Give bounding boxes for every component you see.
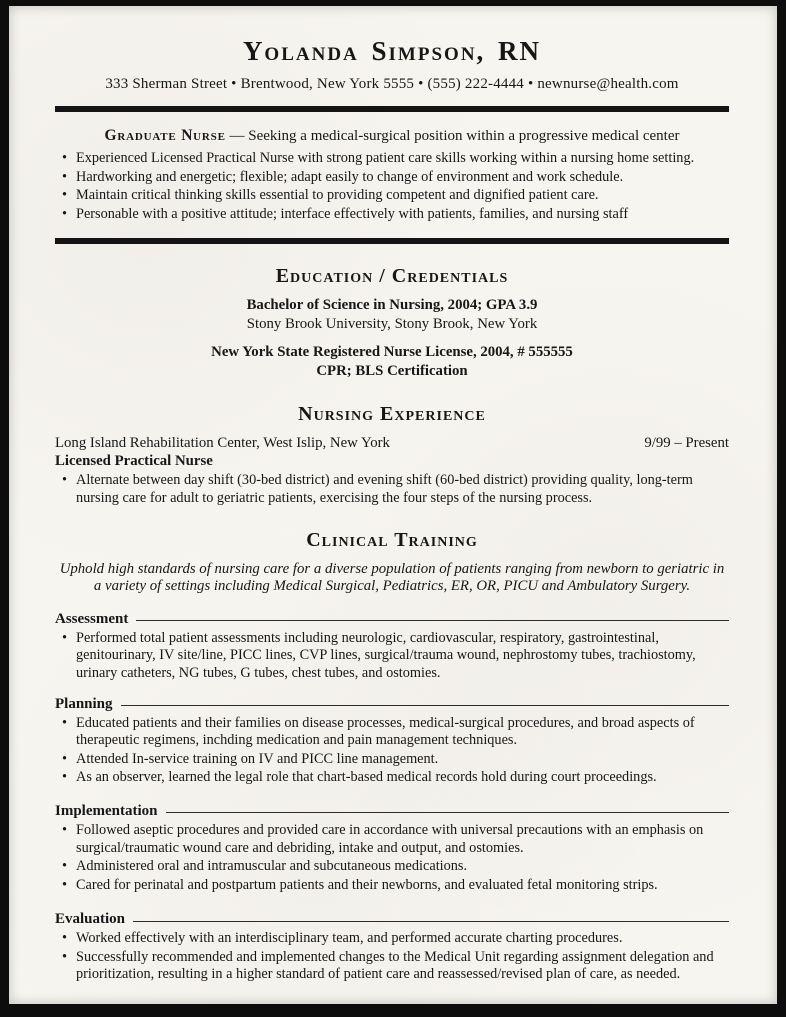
subsection-header <box>55 611 729 628</box>
list-item: • Personable with a positive attitude; interface effectively with patients, families, and nursing staff <box>55 206 729 224</box>
subsection-header <box>55 803 729 820</box>
education-school: Stony Brook University, Stony Brook, New York <box>246 316 538 333</box>
subsection-title: Evaluation <box>55 911 126 928</box>
divider-bar-top <box>55 106 729 112</box>
section-heading-training: Clinical Training <box>306 528 478 551</box>
planning-bullet-list <box>55 715 729 787</box>
objective-section <box>55 127 729 223</box>
list-item: • As an observer, learned the legal role that chart-based medical records hold during court proceedings. <box>55 769 729 787</box>
subsection-header <box>55 696 729 713</box>
education-degree: Bachelor of Science in Nursing, 2004; GPA 3.9 <box>246 297 538 314</box>
experience-dates: 9/99 – Present <box>644 435 729 452</box>
resume-header <box>55 36 729 93</box>
list-item: • Worked effectively with an interdisciplinary team, and performed accurate charting procedures. <box>55 930 729 948</box>
list-item: • Hardworking and energetic; flexible; adapt easily to change of environment and work schedule. <box>55 169 729 187</box>
clinical-training-section <box>55 529 729 985</box>
subsection-rule <box>166 812 730 813</box>
candidate-name: Yolanda Simpson, RN <box>242 36 542 66</box>
training-subsection-planning <box>55 696 729 787</box>
education-license: New York State Registered Nurse License, 2004, # 555555 <box>211 344 573 361</box>
subsection-title: Planning <box>55 695 113 712</box>
list-item: • Followed aseptic procedures and provided care in accordance with universal precautions with an emphasis on surgical/traumatic wound care and debriding, intake and output, and ostomies. <box>55 822 729 857</box>
training-intro: Uphold high standards of nursing care for a diverse population of patients ranging from newborn to geriatric in a variety of settings including Medical Surgical, Pediatrics, ER, OR, PICU and Ambulatory Surgery. <box>59 560 725 595</box>
list-item: • Attended In-service training on IV and PICC line management. <box>55 751 729 769</box>
objective-tagline: — Seeking a medical-surgical position within a progressive medical center <box>225 128 680 144</box>
assessment-bullet-list <box>55 630 729 683</box>
experience-employer: Long Island Rehabilitation Center, West Islip, New York <box>55 435 390 452</box>
list-item: • Cared for perinatal and postpartum patients and their newborns, and evaluated fetal monitoring strips. <box>55 877 729 895</box>
experience-section <box>55 403 729 507</box>
divider-bar-bottom <box>55 238 729 244</box>
list-item: • Educated patients and their families on disease processes, medical-surgical procedures, and broad aspects of therapeutic regimens, inchding medication and pain management techniques. <box>55 715 729 750</box>
training-subsection-evaluation <box>55 911 729 984</box>
contact-line: 333 Sherman Street • Brentwood, New York 5555 • (555) 222-4444 • newnurse@health.com <box>105 76 679 92</box>
subsection-title: Assessment <box>55 610 129 627</box>
experience-employer-row <box>55 435 729 452</box>
subsection-rule <box>136 620 729 621</box>
subsection-rule <box>133 921 729 922</box>
training-subsection-assessment <box>55 611 729 683</box>
section-heading-experience: Nursing Experience <box>298 403 486 426</box>
list-item: • Maintain critical thinking skills essential to providing competent and dignified patient care. <box>55 187 729 205</box>
list-item: • Administered oral and intramuscular and subcutaneous medications. <box>55 858 729 876</box>
objective-bullet-list <box>55 150 729 223</box>
training-subsection-implementation <box>55 803 729 894</box>
list-item: • Performed total patient assessments including neurologic, cardiovascular, respiratory, gastrointestinal, genitourinary, IV site/line, PICC lines, CVP lines, surgical/trauma wound, nephrostomy tubes, trachiostomy, urinary catheters, NG tubes, G tubes, chest tubes, and ostomies. <box>55 630 729 683</box>
list-item: • Successfully recommended and implemented changes to the Medical Unit regarding assignment delegation and prioritization, resulting in a higher standard of patient care and reassessed/revised plan of care, as needed. <box>55 949 729 984</box>
experience-bullet-list <box>55 472 729 507</box>
experience-role: Licensed Practical Nurse <box>55 453 213 470</box>
education-section <box>55 265 729 380</box>
list-item: • Alternate between day shift (30-bed district) and evening shift (60-bed district) providing quality, long-term nursing care for adult to geriatric patients, exercising the four steps of the nursing process. <box>55 472 729 507</box>
subsection-header <box>55 911 729 928</box>
education-certification: CPR; BLS Certification <box>316 363 468 380</box>
implementation-bullet-list <box>55 822 729 894</box>
objective-statement <box>55 127 729 145</box>
evaluation-bullet-list <box>55 930 729 984</box>
objective-title: Graduate Nurse <box>104 127 226 144</box>
list-item: • Experienced Licensed Practical Nurse with strong patient care skills working within a nursing home setting. <box>55 150 729 168</box>
resume-page <box>9 6 777 1004</box>
section-heading-education: Education / Credentials <box>275 265 509 288</box>
subsection-rule <box>121 705 729 706</box>
subsection-title: Implementation <box>55 802 158 819</box>
